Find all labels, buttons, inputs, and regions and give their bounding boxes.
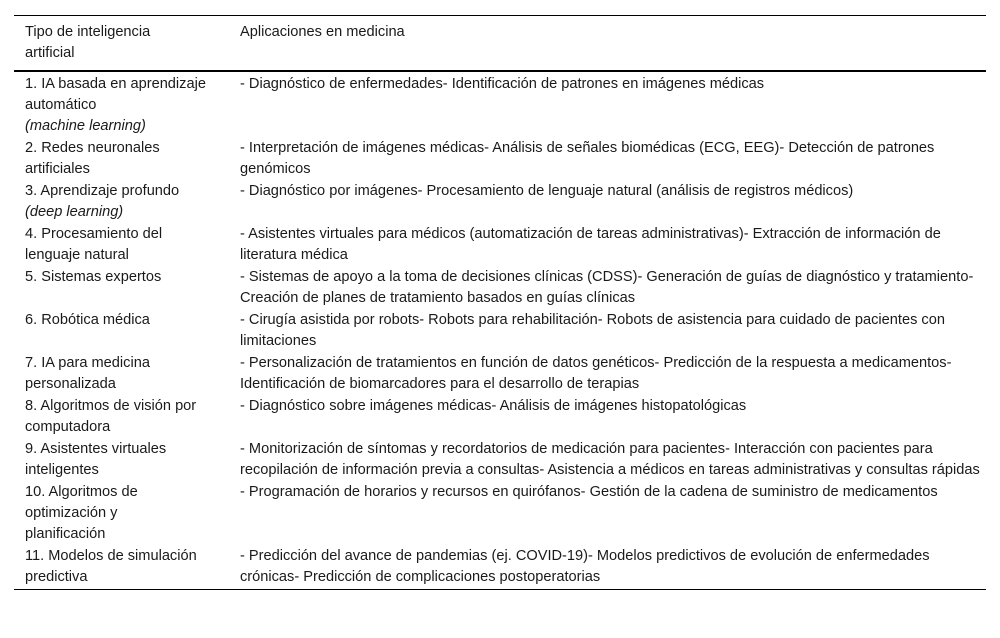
- table-row: [14, 138, 986, 181]
- ai-type-cell: [14, 439, 229, 482]
- ai-type-label: 9. Asistentes virtuales inteligentes: [25, 441, 167, 478]
- ai-type-label: 11. Modelos de simulación predictiva: [25, 548, 197, 585]
- table-body: [14, 71, 986, 590]
- table-row: [14, 181, 986, 224]
- ai-type-cell: [14, 224, 229, 267]
- applications-cell: - Diagnóstico sobre imágenes médicas- Análisis de imágenes histopatológicas: [240, 398, 747, 414]
- ai-medicine-table-container: [14, 15, 986, 590]
- ai-type-label: 1. IA basada en aprendizaje automático: [25, 76, 206, 113]
- applications-cell: - Programación de horarios y recursos en quirófanos- Gestión de la cadena de suministro de medicamentos: [240, 484, 938, 500]
- table-row: [14, 396, 986, 439]
- table-row: [14, 353, 986, 396]
- ai-type-cell: [14, 482, 229, 546]
- ai-medicine-table: [14, 15, 986, 590]
- ai-type-cell: [14, 396, 229, 439]
- ai-type-cell: [14, 71, 229, 138]
- ai-type-cell: [14, 546, 229, 590]
- ai-type-cell: [14, 310, 229, 353]
- ai-type-label: 4. Procesamiento del lenguaje natural: [25, 226, 163, 263]
- applications-cell: - Sistemas de apoyo a la toma de decisiones clínicas (CDSS)- Generación de guías de diagnóstico y tratamiento- Creación de planes de tratamiento basados en guías clínicas: [240, 269, 974, 306]
- table-row: [14, 546, 986, 590]
- applications-cell: - Asistentes virtuales para médicos (automatización de tareas administrativas)- Extracción de información de literatura médica: [240, 226, 941, 263]
- ai-type-label: 10. Algoritmos de optimización y planificación: [25, 484, 138, 542]
- table-row: [14, 310, 986, 353]
- ai-type-label: 7. IA para medicina personalizada: [25, 355, 150, 392]
- ai-type-label: 2. Redes neuronales artificiales: [25, 140, 160, 177]
- applications-cell: - Diagnóstico por imágenes- Procesamiento de lenguaje natural (análisis de registros médicos): [240, 183, 854, 199]
- applications-cell: - Cirugía asistida por robots- Robots para rehabilitación- Robots de asistencia para cuidado de pacientes con limitaciones: [240, 312, 945, 349]
- ai-type-cell: [14, 181, 229, 224]
- applications-cell: - Monitorización de síntomas y recordatorios de medicación para pacientes- Interacción con pacientes para recopilación de información previa a consultas- Asistencia a médicos en tareas administrativas y consultas rápidas: [240, 441, 980, 478]
- applications-cell: - Personalización de tratamientos en función de datos genéticos- Predicción de la respuesta a medicamentos- Identificación de biomarcadores para el desarrollo de terapias: [240, 355, 952, 392]
- ai-type-label: 3. Aprendizaje profundo: [25, 183, 180, 199]
- ai-type-label: 6. Robótica médica: [25, 312, 150, 328]
- header-applications: Aplicaciones en medicina: [240, 24, 405, 40]
- ai-type-cell: [14, 138, 229, 181]
- table-row: [14, 71, 986, 138]
- applications-cell: - Interpretación de imágenes médicas- Análisis de señales biomédicas (ECG, EEG)- Detección de patrones genómicos: [240, 140, 935, 177]
- table-row: [14, 224, 986, 267]
- ai-type-subtitle: (deep learning): [25, 204, 124, 220]
- header-row: [14, 16, 986, 72]
- table-row: [14, 267, 986, 310]
- applications-cell: - Diagnóstico de enfermedades- Identificación de patrones en imágenes médicas: [240, 76, 765, 92]
- ai-type-subtitle: (machine learning): [25, 118, 146, 134]
- ai-type-cell: [14, 353, 229, 396]
- ai-type-label: 8. Algoritmos de visión por computadora: [25, 398, 197, 435]
- ai-type-label: 5. Sistemas expertos: [25, 269, 162, 285]
- applications-cell: - Predicción del avance de pandemias (ej. COVID-19)- Modelos predictivos de evolución de enfermedades crónicas- Predicción de complicaciones postoperatorias: [240, 548, 930, 585]
- header-ai-type: Tipo de inteligencia artificial: [25, 24, 151, 61]
- table-header: [14, 16, 986, 72]
- table-row: [14, 439, 986, 482]
- ai-type-cell: [14, 267, 229, 310]
- table-row: [14, 482, 986, 546]
